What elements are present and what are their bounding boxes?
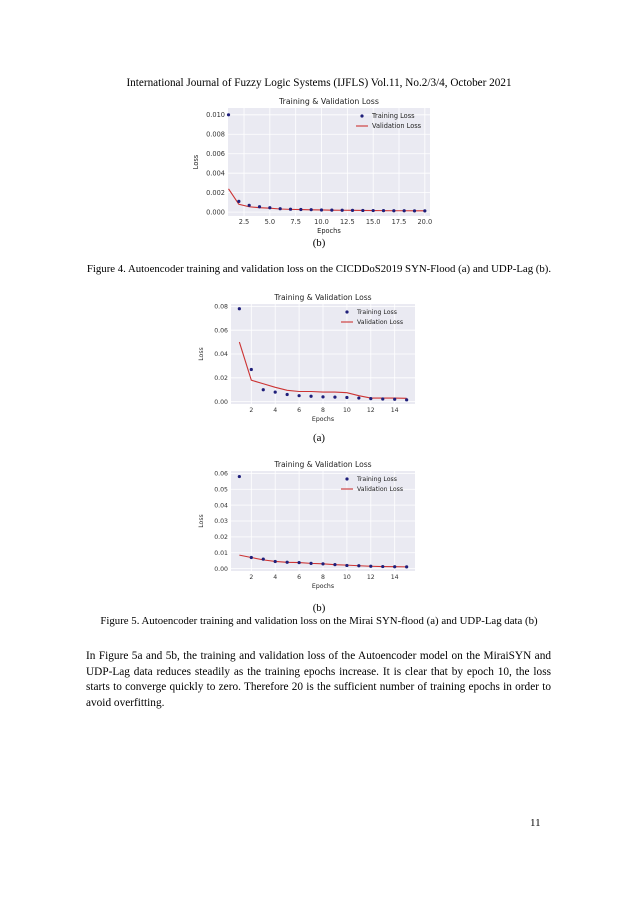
- training-loss-point: [238, 475, 241, 478]
- y-tick-label: 0.05: [214, 486, 228, 494]
- y-tick-label: 0.010: [206, 111, 225, 120]
- figure5-b-loss-chart: [195, 457, 427, 597]
- training-loss-point: [361, 209, 364, 212]
- x-axis-label: Epochs: [311, 583, 335, 590]
- x-tick-label: 2: [249, 574, 254, 581]
- y-tick-label: 0.06: [214, 470, 228, 478]
- training-loss-point: [381, 565, 384, 568]
- training-loss-point: [405, 398, 408, 401]
- body-paragraph: In Figure 5a and 5b, the training and validation loss of the Autoencoder model on the MiraiSYN and UDP-Lag data reduces steadily as the training epochs increase. It is clear that by epoch 10, the loss starts to converge quickly to zero. Therefore 20 is the sufficient number of training epochs in order to avoid overfitting.: [86, 650, 551, 709]
- y-axis-label: Loss: [192, 154, 200, 170]
- training-loss-point: [341, 209, 344, 212]
- x-tick-label: 2.5: [238, 218, 250, 226]
- training-loss-point: [268, 206, 271, 209]
- x-axis-label: Epochs: [311, 416, 335, 423]
- training-loss-point: [286, 393, 289, 396]
- training-loss-point: [345, 396, 348, 399]
- training-loss-point: [357, 564, 360, 567]
- x-tick-label: 4: [273, 574, 278, 581]
- y-tick-label: 0.000: [206, 208, 225, 217]
- figure5-sub-label-b: (b): [312, 602, 326, 614]
- training-loss-point: [310, 208, 313, 211]
- training-loss-point: [289, 208, 292, 211]
- y-tick-label: 0.03: [214, 518, 228, 526]
- training-loss-point: [403, 209, 406, 212]
- training-loss-point: [298, 394, 301, 397]
- x-tick-label: 10.0: [314, 218, 329, 226]
- training-loss-point: [351, 209, 354, 212]
- x-tick-label: 15.0: [365, 218, 381, 226]
- training-loss-point: [309, 562, 312, 565]
- training-loss-point: [237, 200, 240, 203]
- legend-training-label: Training Loss: [357, 309, 397, 317]
- x-tick-label: 10: [342, 574, 351, 581]
- legend-training-marker: [360, 114, 363, 117]
- y-tick-label: 0.008: [206, 130, 225, 139]
- y-tick-label: 0.06: [214, 327, 228, 335]
- x-tick-label: 8: [321, 407, 325, 414]
- legend-training-label: Training Loss: [357, 476, 397, 484]
- training-loss-point: [393, 398, 396, 401]
- x-tick-label: 17.5: [391, 218, 407, 226]
- training-loss-point: [382, 209, 385, 212]
- y-tick-label: 0.002: [206, 188, 225, 197]
- figure4-caption: Figure 4. Autoencoder training and validation loss on the CICDDoS2019 SYN-Flood (a) and UDP-Lag (b).: [86, 263, 552, 275]
- training-loss-point: [274, 560, 277, 563]
- training-loss-point: [330, 209, 333, 212]
- training-loss-point: [393, 565, 396, 568]
- x-tick-label: 12: [366, 407, 375, 414]
- legend-validation-label: Validation Loss: [357, 319, 404, 327]
- training-loss-point: [405, 565, 408, 568]
- training-loss-point: [345, 564, 348, 567]
- figure4-b-loss-chart: [190, 94, 442, 242]
- y-tick-label: 0.004: [206, 169, 225, 178]
- training-loss-point: [262, 557, 265, 560]
- figure5-sub-label-a: (a): [313, 432, 325, 444]
- y-tick-label: 0.02: [214, 375, 228, 383]
- training-loss-point: [248, 204, 251, 207]
- training-loss-point: [286, 561, 289, 564]
- training-loss-point: [250, 368, 253, 371]
- training-loss-point: [298, 561, 301, 564]
- y-tick-label: 0.01: [214, 549, 228, 557]
- x-tick-label: 4: [273, 407, 278, 414]
- training-loss-point: [320, 208, 323, 211]
- training-loss-point: [333, 395, 336, 398]
- y-tick-label: 0.00: [214, 565, 228, 573]
- x-tick-label: 6: [297, 574, 302, 581]
- chart-title: Training & Validation Loss: [274, 460, 372, 469]
- training-loss-point: [279, 207, 282, 210]
- training-loss-point: [299, 208, 302, 211]
- x-tick-label: 12.5: [339, 218, 355, 226]
- training-loss-point: [321, 562, 324, 565]
- y-tick-label: 0.08: [214, 303, 228, 311]
- y-tick-label: 0.006: [206, 149, 225, 158]
- figure5-caption: Figure 5. Autoencoder training and validation loss on the Mirai SYN-flood (a) and UDP-Lag data (b): [100, 615, 538, 627]
- training-loss-point: [413, 209, 416, 212]
- training-loss-point: [250, 556, 253, 559]
- training-loss-point: [423, 209, 426, 212]
- x-tick-label: 8: [321, 574, 325, 581]
- legend-training-marker: [345, 477, 348, 480]
- y-tick-label: 0.02: [214, 534, 228, 542]
- x-axis-label: Epochs: [317, 227, 341, 235]
- x-tick-label: 6: [297, 407, 302, 414]
- legend-validation-label: Validation Loss: [357, 486, 404, 494]
- training-loss-point: [262, 388, 265, 391]
- legend-training-marker: [345, 310, 348, 313]
- training-loss-point: [274, 390, 277, 393]
- x-tick-label: 20.0: [417, 218, 433, 226]
- training-loss-point: [369, 397, 372, 400]
- training-loss-point: [357, 396, 360, 399]
- legend-validation-label: Validation Loss: [372, 122, 422, 131]
- training-loss-point: [227, 113, 230, 116]
- legend-training-label: Training Loss: [372, 112, 415, 121]
- y-tick-label: 0.04: [214, 351, 228, 359]
- x-tick-label: 10: [342, 407, 351, 414]
- training-loss-point: [321, 395, 324, 398]
- y-tick-label: 0.04: [214, 502, 228, 510]
- training-loss-point: [333, 563, 336, 566]
- training-loss-point: [309, 395, 312, 398]
- x-tick-label: 12: [366, 574, 375, 581]
- x-tick-label: 7.5: [290, 218, 301, 226]
- training-loss-point: [369, 565, 372, 568]
- y-tick-label: 0.00: [214, 398, 228, 406]
- x-tick-label: 14: [390, 574, 399, 581]
- x-tick-label: 2: [249, 407, 254, 414]
- page-number: 11: [530, 817, 541, 829]
- x-tick-label: 14: [390, 407, 399, 414]
- training-loss-point: [372, 209, 375, 212]
- figure5-a-loss-chart: [195, 290, 427, 430]
- journal-header: International Journal of Fuzzy Logic Systems (IJFLS) Vol.11, No.2/3/4, October 2021: [126, 77, 512, 89]
- training-loss-point: [238, 307, 241, 310]
- chart-title: Training & Validation Loss: [274, 293, 372, 302]
- y-axis-label: Loss: [198, 514, 205, 528]
- training-loss-point: [258, 205, 261, 208]
- chart-title: Training & Validation Loss: [279, 97, 379, 106]
- training-loss-point: [392, 209, 395, 212]
- x-tick-label: 5.0: [264, 218, 276, 226]
- y-axis-label: Loss: [198, 347, 205, 361]
- figure4-sub-label: (b): [312, 237, 326, 249]
- training-loss-point: [381, 397, 384, 400]
